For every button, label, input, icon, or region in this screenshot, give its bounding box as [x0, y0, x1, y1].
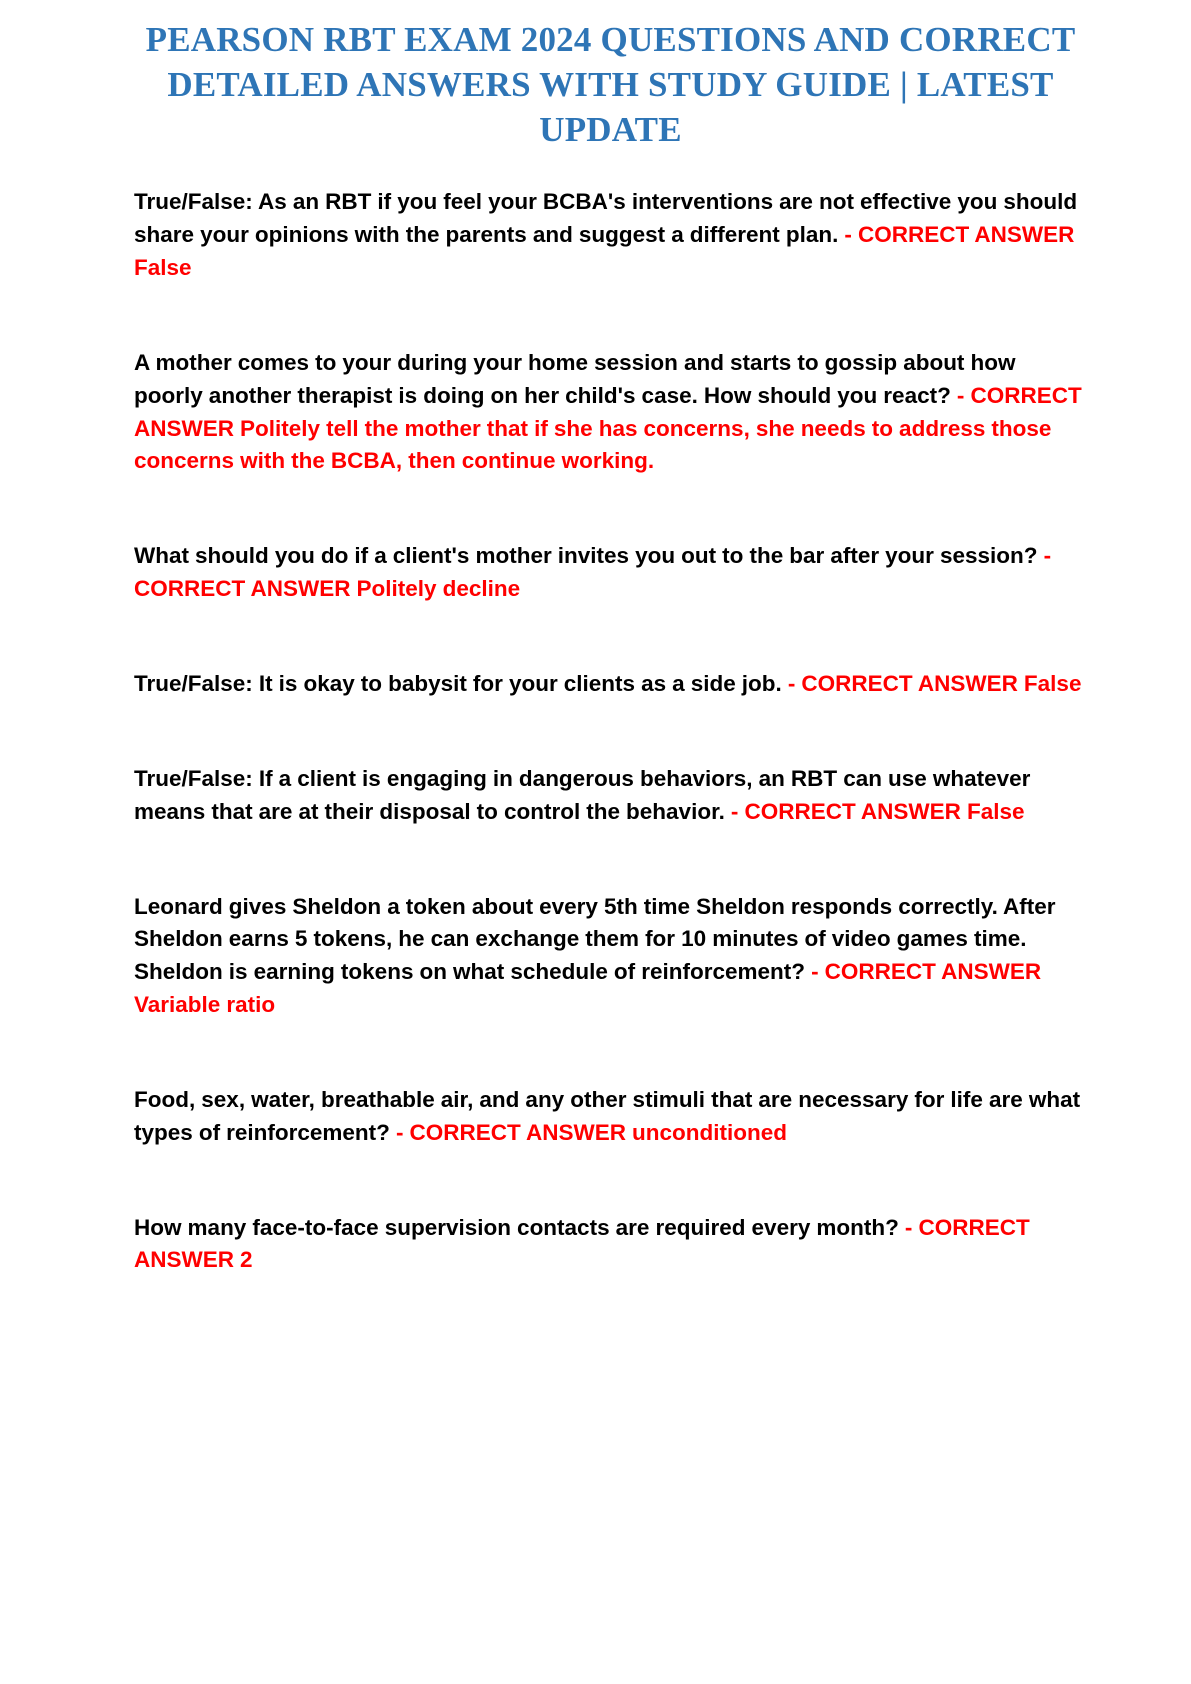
- answer-text: CORRECT ANSWER unconditioned: [409, 1119, 788, 1145]
- question-text: True/False: As an RBT if you feel your BCBA's interventions are not effective you should share your opinions with the parents and suggest a different plan.: [134, 189, 1078, 248]
- question-text: True/False: If a client is engaging in dangerous behaviors, an RBT can use whatever means that are at their disposal to control the behavior.: [134, 765, 1031, 824]
- question-answer-separator: -: [389, 1119, 410, 1145]
- question-answer-separator: -: [898, 1214, 919, 1240]
- question-answer-separator: -: [950, 382, 971, 408]
- page-title: PEARSON RBT EXAM 2024 QUESTIONS AND CORRECT DETAILED ANSWERS WITH STUDY GUIDE | LATEST UPDATE: [145, 20, 1076, 149]
- question-text: Leonard gives Sheldon a token about every 5th time Sheldon responds correctly. After Sheldon earns 5 tokens, he can exchange them for 10 minutes of video games time. Sheldon is earning tokens on what schedule of reinforcement?: [134, 893, 1056, 985]
- question-text: Food, sex, water, breathable air, and any other stimuli that are necessary for life are what types of reinforcement?: [134, 1086, 1081, 1145]
- qa-item: [134, 1084, 1087, 1150]
- answer-text: CORRECT ANSWER Politely decline: [134, 576, 521, 602]
- answer-text: CORRECT ANSWER Politely tell the mother that if she has concerns, she needs to address those concerns with the BCBA, then continue working.: [134, 382, 1082, 474]
- qa-item: [134, 1212, 1087, 1278]
- question-text: How many face-to-face supervision contacts are required every month?: [134, 1214, 899, 1240]
- question-answer-separator: -: [838, 222, 858, 248]
- qa-item: [134, 347, 1087, 478]
- question-answer-list: [134, 186, 1087, 1277]
- answer-text: CORRECT ANSWER 2: [134, 1214, 1030, 1273]
- answer-text: CORRECT ANSWER False: [134, 222, 1075, 281]
- answer-text: CORRECT ANSWER Variable ratio: [134, 959, 1042, 1018]
- qa-item: [134, 540, 1087, 606]
- question-answer-separator: -: [724, 798, 745, 824]
- question-text: What should you do if a client's mother invites you out to the bar after your session?: [134, 543, 1038, 569]
- answer-text: CORRECT ANSWER False: [744, 798, 1025, 824]
- answer-text: CORRECT ANSWER False: [801, 670, 1082, 696]
- qa-item: [134, 668, 1087, 701]
- question-answer-separator: -: [781, 670, 802, 696]
- qa-item: [134, 763, 1087, 829]
- qa-item: [134, 186, 1087, 285]
- question-text: True/False: It is okay to babysit for your clients as a side job.: [134, 670, 782, 696]
- question-text: A mother comes to your during your home session and starts to gossip about how poorly another therapist is doing on her child's case. How should you react?: [134, 349, 1016, 408]
- question-answer-separator: -: [805, 959, 825, 985]
- qa-item: [134, 891, 1087, 1022]
- question-answer-separator: -: [1037, 543, 1052, 569]
